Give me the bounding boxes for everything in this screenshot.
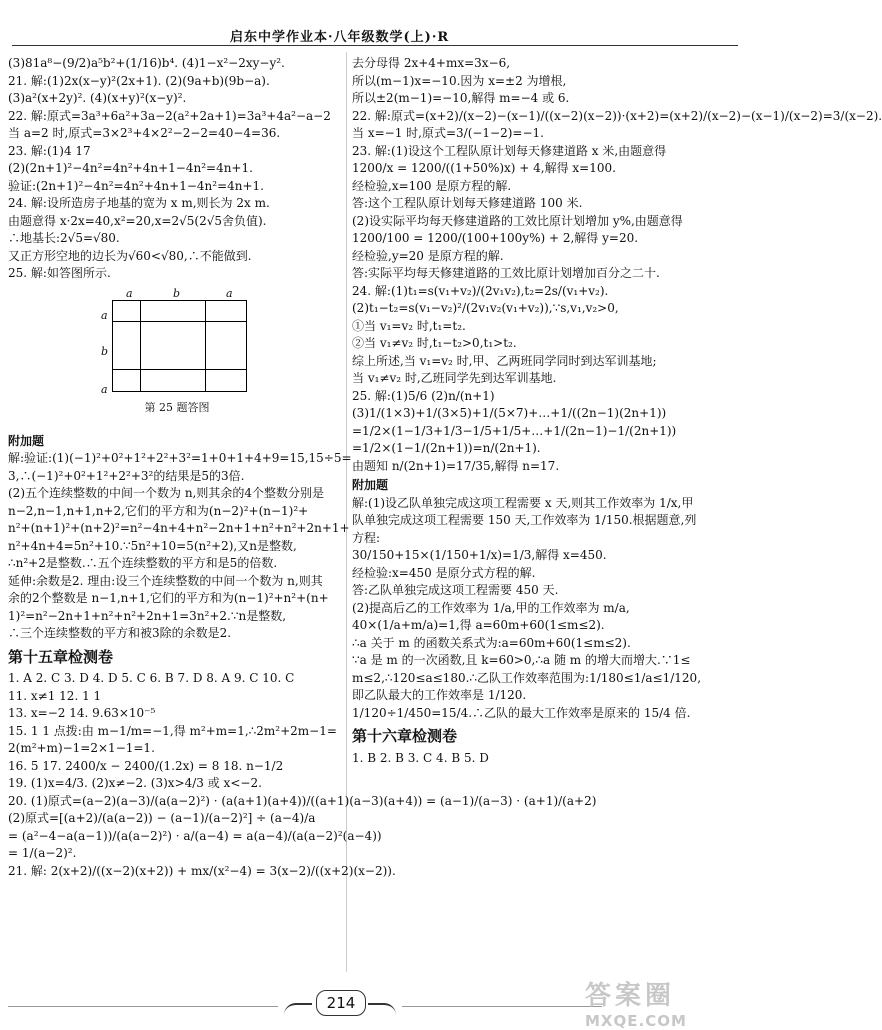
header-divider xyxy=(12,45,738,46)
answer-line: ∴n²+2是整数.∴五个连续整数的平方和是5的倍数. xyxy=(8,556,278,570)
answer-line: 24. 解:设所造房子地基的宽为 x m,则长为 2x m. xyxy=(8,196,270,210)
chapter-15-heading: 第十五章检测卷 xyxy=(8,647,114,666)
answer-line: ②当 v₁≠v₂ 时,t₁−t₂>0,t₁>t₂. xyxy=(352,336,517,350)
grid-line xyxy=(140,300,141,392)
answer-line: 25. 解:如答图所示. xyxy=(8,266,111,280)
answer-line: 20. (1)原式=(a−2)(a−3)/(a(a−2)²) · (a(a+1)(a+4))/((a+1)(a−3)(a+4)) = (a−1)/(a−3) · (a+1)/(a+2) xyxy=(8,793,597,808)
answer-line: = 1/(a−2)². xyxy=(8,846,77,860)
footer-divider xyxy=(402,1006,602,1007)
page-number: 214 xyxy=(316,990,366,1016)
grid-line xyxy=(112,321,247,322)
page-title: 启东中学作业本·八年级数学(上)·R xyxy=(230,30,450,45)
answer-line: = (a²−4−a(a−1))/(a(a−2)²) · a/(a−4) = a(a−4)/(a(a−2)²(a−4)) xyxy=(8,828,382,843)
figure-25 xyxy=(8,285,346,431)
answer-line: 经检验,x=100 是原方程的解. xyxy=(352,178,512,193)
answer-line: 1200/x = 1200/((1+50%)x) + 4,解得 x=100. xyxy=(352,161,616,175)
answer-line: n−2,n−1,n+1,n+2,它们的平方和为(n−2)²+(n−1)²+ xyxy=(8,503,309,518)
fig-side-label-2: b xyxy=(101,344,109,358)
figure-caption: 第 25 题答图 xyxy=(144,400,210,414)
answer-line: 13. x=−2 14. 9.63×10⁻⁵ xyxy=(8,706,156,720)
answer-line: (2)设实际平均每天修建道路的工效比原计划增加 y%,由题意得 xyxy=(352,213,683,228)
grid-line xyxy=(205,300,206,392)
answer-line: ∴三个连续整数的平方和被3除的余数是2. xyxy=(8,626,232,640)
answer-line: 所以±2(m−1)=−10,解得 m=−4 或 6. xyxy=(352,91,570,105)
answer-line: (3)a²(x+2y)². (4)(x+y)²(x−y)². xyxy=(8,91,187,105)
answer-line: 当 a=2 时,原式=3×2³+4×2²−2−2=40−4=36. xyxy=(8,126,281,140)
answer-line: (2)t₁−t₂=s(v₁−v₂)²/(2v₁v₂(v₁+v₂)),∵s,v₁,v₂>0, xyxy=(352,301,619,315)
extra-questions-heading: 附加题 xyxy=(8,433,45,448)
answer-line: 23. 解:(1)设这个工程队原计划每天修建道路 x 米,由题意得 xyxy=(352,143,667,158)
answer-line: 21. 解:(1)2x(x−y)²(2x+1). (2)(9a+b)(9b−a). xyxy=(8,73,270,88)
answer-line: 经检验,y=20 是原方程的解. xyxy=(352,248,504,263)
grid-line xyxy=(112,300,247,301)
chapter-16-answers xyxy=(352,750,744,768)
page-header xyxy=(0,0,750,52)
answer-line: 3,∴(−1)²+0²+1²+2²+3²的结果是5的3倍. xyxy=(8,468,245,483)
grid-line xyxy=(112,391,247,392)
extra-questions-heading: 附加题 xyxy=(352,478,389,492)
right-answers-block xyxy=(352,55,882,475)
answer-line: 19. (1)x=4/3. (2)x≠−2. (3)x>4/3 或 x<−2. xyxy=(8,776,262,790)
answer-line: 22. 解:原式=3a³+6a²+3a−2(a²+2a+1)=3a³+4a²−a−2 xyxy=(8,108,331,123)
answer-line: 所以(m−1)x=−10.因为 x=±2 为增根, xyxy=(352,73,567,88)
answer-line: 去分母得 2x+4+mx=3x−6, xyxy=(352,56,511,70)
answer-line: 解:验证:(1)(−1)²+0²+1²+2²+3²=1+0+1+4+9=15,15÷5= xyxy=(8,451,352,465)
answer-line: 即乙队最大的工作效率是 1/120. xyxy=(352,688,527,702)
watermark-text: 答案圈 xyxy=(585,981,676,1011)
answer-line: 由题知 n/(2n+1)=17/35,解得 n=17. xyxy=(352,458,560,473)
fig-top-label-2: b xyxy=(173,286,181,300)
answer-line: ∵a 是 m 的一次函数,且 k=60>0,∴a 随 m 的增大而增大.∵1≤ xyxy=(352,653,691,667)
answer-line: 队单独完成这项工程需要 150 天,工作效率为 1/150.根据题意,列 xyxy=(352,513,697,527)
answer-line: 1. A 2. C 3. D 4. D 5. C 6. B 7. D 8. A 9. C 10. C xyxy=(8,671,295,685)
answer-line: 答:乙队单独完成这项工程需要 450 天. xyxy=(352,583,559,597)
grid-line xyxy=(112,369,247,370)
grid-line xyxy=(112,300,113,392)
answer-line: ①当 v₁=v₂ 时,t₁=t₂. xyxy=(352,318,466,333)
fig-top-label-3: a xyxy=(226,286,233,300)
answer-line: 由题意得 x·2x=40,x²=20,x=2√5(2√5舍负值). xyxy=(8,213,267,228)
answer-line: 30/150+15×(1/150+1/x)=1/3,解得 x=450. xyxy=(352,548,607,562)
answer-line: 23. 解:(1)4 17 xyxy=(8,143,91,158)
answer-line: n²+4n+4=5n²+10.∵5n²+10=5(n²+2),又n是整数, xyxy=(8,538,297,553)
answer-line: 1/120÷1/450=15/4.∴乙队的最大工作效率是原来的 15/4 倍. xyxy=(352,705,691,720)
answer-line: 1)²=n²−2n+1+n²+n²+2n+1=3n²+2.∵n是整数, xyxy=(8,608,287,623)
answer-line: 经检验:x=450 是原分式方程的解. xyxy=(352,565,536,580)
watermark xyxy=(585,975,745,1030)
book-page-right-icon xyxy=(368,1003,396,1015)
answer-line: ∴a 关于 m 的函数关系式为:a=60m+60(1≤m≤2). xyxy=(352,635,631,650)
right-extra-block xyxy=(352,495,744,723)
answer-line: 1200/100 = 1200/(100+100y%) + 2,解得 y=20. xyxy=(352,231,639,245)
answer-line: 解:(1)设乙队单独完成这项工程需要 x 天,则其工作效率为 1/x,甲 xyxy=(352,495,694,510)
answer-line: 答:实际平均每天修建道路的工效比原计划增加百分之二十. xyxy=(352,266,660,280)
answer-line: 综上所述,当 v₁=v₂ 时,甲、乙两班同学同时到达军训基地; xyxy=(352,353,657,368)
right-column xyxy=(352,55,882,767)
answer-line: 16. 5 17. 2400/x − 2400/(1.2x) = 8 18. n−1/2 xyxy=(8,758,284,773)
fig-side-label-1: a xyxy=(101,308,108,322)
answer-line: 验证:(2n+1)²−4n²=4n²+4n+1−4n²=4n+1. xyxy=(8,178,264,193)
answer-line: 24. 解:(1)t₁=s(v₁+v₂)/(2v₁v₂),t₂=2s/(v₁+v₂). xyxy=(352,283,609,298)
fig-top-label-1: a xyxy=(126,286,133,300)
answer-line: =1/2×(1−1/(2n+1))=n/(2n+1). xyxy=(352,441,541,455)
answer-line: 2(m²+m)−1=2×1−1=1. xyxy=(8,741,155,755)
fig-side-label-3: a xyxy=(101,382,108,396)
watermark-url: MXQE.COM xyxy=(585,1012,687,1030)
answer-line: 11. x≠1 12. 1 1 xyxy=(8,688,102,703)
answer-line: 又正方形空地的边长为√60<√80,∴不能做到. xyxy=(8,248,252,263)
left-extra-block xyxy=(8,450,352,643)
answer-line: 方程: xyxy=(352,530,381,545)
left-answers-block xyxy=(8,55,346,283)
grid-line xyxy=(246,300,247,392)
answer-line: (3)81a⁸−(9/2)a⁵b²+(1/16)b⁴. (4)1−x²−2xy−y². xyxy=(8,56,285,70)
answer-line: 答:这个工程队原计划每天修建道路 100 米. xyxy=(352,196,583,210)
chapter-16-heading: 第十六章检测卷 xyxy=(352,727,458,745)
answer-line: 25. 解:(1)5/6 (2)n/(n+1) xyxy=(352,388,495,403)
footer-divider xyxy=(8,1006,278,1007)
answer-line: 22. 解:原式=(x+2)/(x−2)−(x−1)/((x−2)(x−2))·(x+2)=(x+2)/(x−2)−(x−1)/(x−2)=3/(x−2). xyxy=(352,108,882,123)
answer-line: 当 v₁≠v₂ 时,乙班同学先到达军训基地. xyxy=(352,371,557,385)
answer-line: (2)五个连续整数的中间一个数为 n,则其余的4个整数分别是 xyxy=(8,486,324,500)
answer-line: 当 x=−1 时,原式=3/(−1−2)=−1. xyxy=(352,126,544,140)
answer-line: (2)原式=[(a+2)/(a(a−2)) − (a−1)/(a−2)²] ÷ (a−4)/a xyxy=(8,811,316,825)
answer-line: 21. 解: 2(x+2)/((x−2)(x+2)) + mx/(x²−4) = 3(x−2)/((x+2)(x−2)). xyxy=(8,863,396,878)
answer-line: m≤2,∴120≤a≤180.∴乙队工作效率范围为:1/180≤1/a≤1/120, xyxy=(352,670,702,685)
answer-line: 余的2个整数是 n−1,n+1,它们的平方和为(n−1)²+n²+(n+ xyxy=(8,591,329,605)
book-page-left-icon xyxy=(284,1003,312,1015)
answer-line: 1. B 2. B 3. C 4. B 5. D xyxy=(352,750,489,765)
answer-line: (2)(2n+1)²−4n²=4n²+4n+1−4n²=4n+1. xyxy=(8,161,253,175)
answer-line: 40×(1/a+m/a)=1,得 a=60m+60(1≤m≤2). xyxy=(352,618,605,632)
answer-line: (3)1/(1×3)+1/(3×5)+1/(5×7)+…+1/((2n−1)(2n+1)) xyxy=(352,406,667,420)
answer-line: =1/2×(1−1/3+1/3−1/5+1/5+…+1/(2n−1)−1/(2n+1)) xyxy=(352,423,677,438)
answer-line: n²+(n+1)²+(n+2)²=n²−4n+4+n²−2n+1+n²+n²+2n+1+ xyxy=(8,521,350,535)
answer-line: ∴地基长:2√5=√80. xyxy=(8,231,120,245)
answer-line: 延伸:余数是2. 理由:设三个连续整数的中间一个数为 n,则其 xyxy=(8,573,323,588)
answer-line: 15. 1 1 点拨:由 m−1/m=−1,得 m²+m=1,∴2m²+2m−1= xyxy=(8,723,337,738)
answer-line: (2)提高后乙的工作效率为 1/a,甲的工作效率为 m/a, xyxy=(352,600,630,615)
